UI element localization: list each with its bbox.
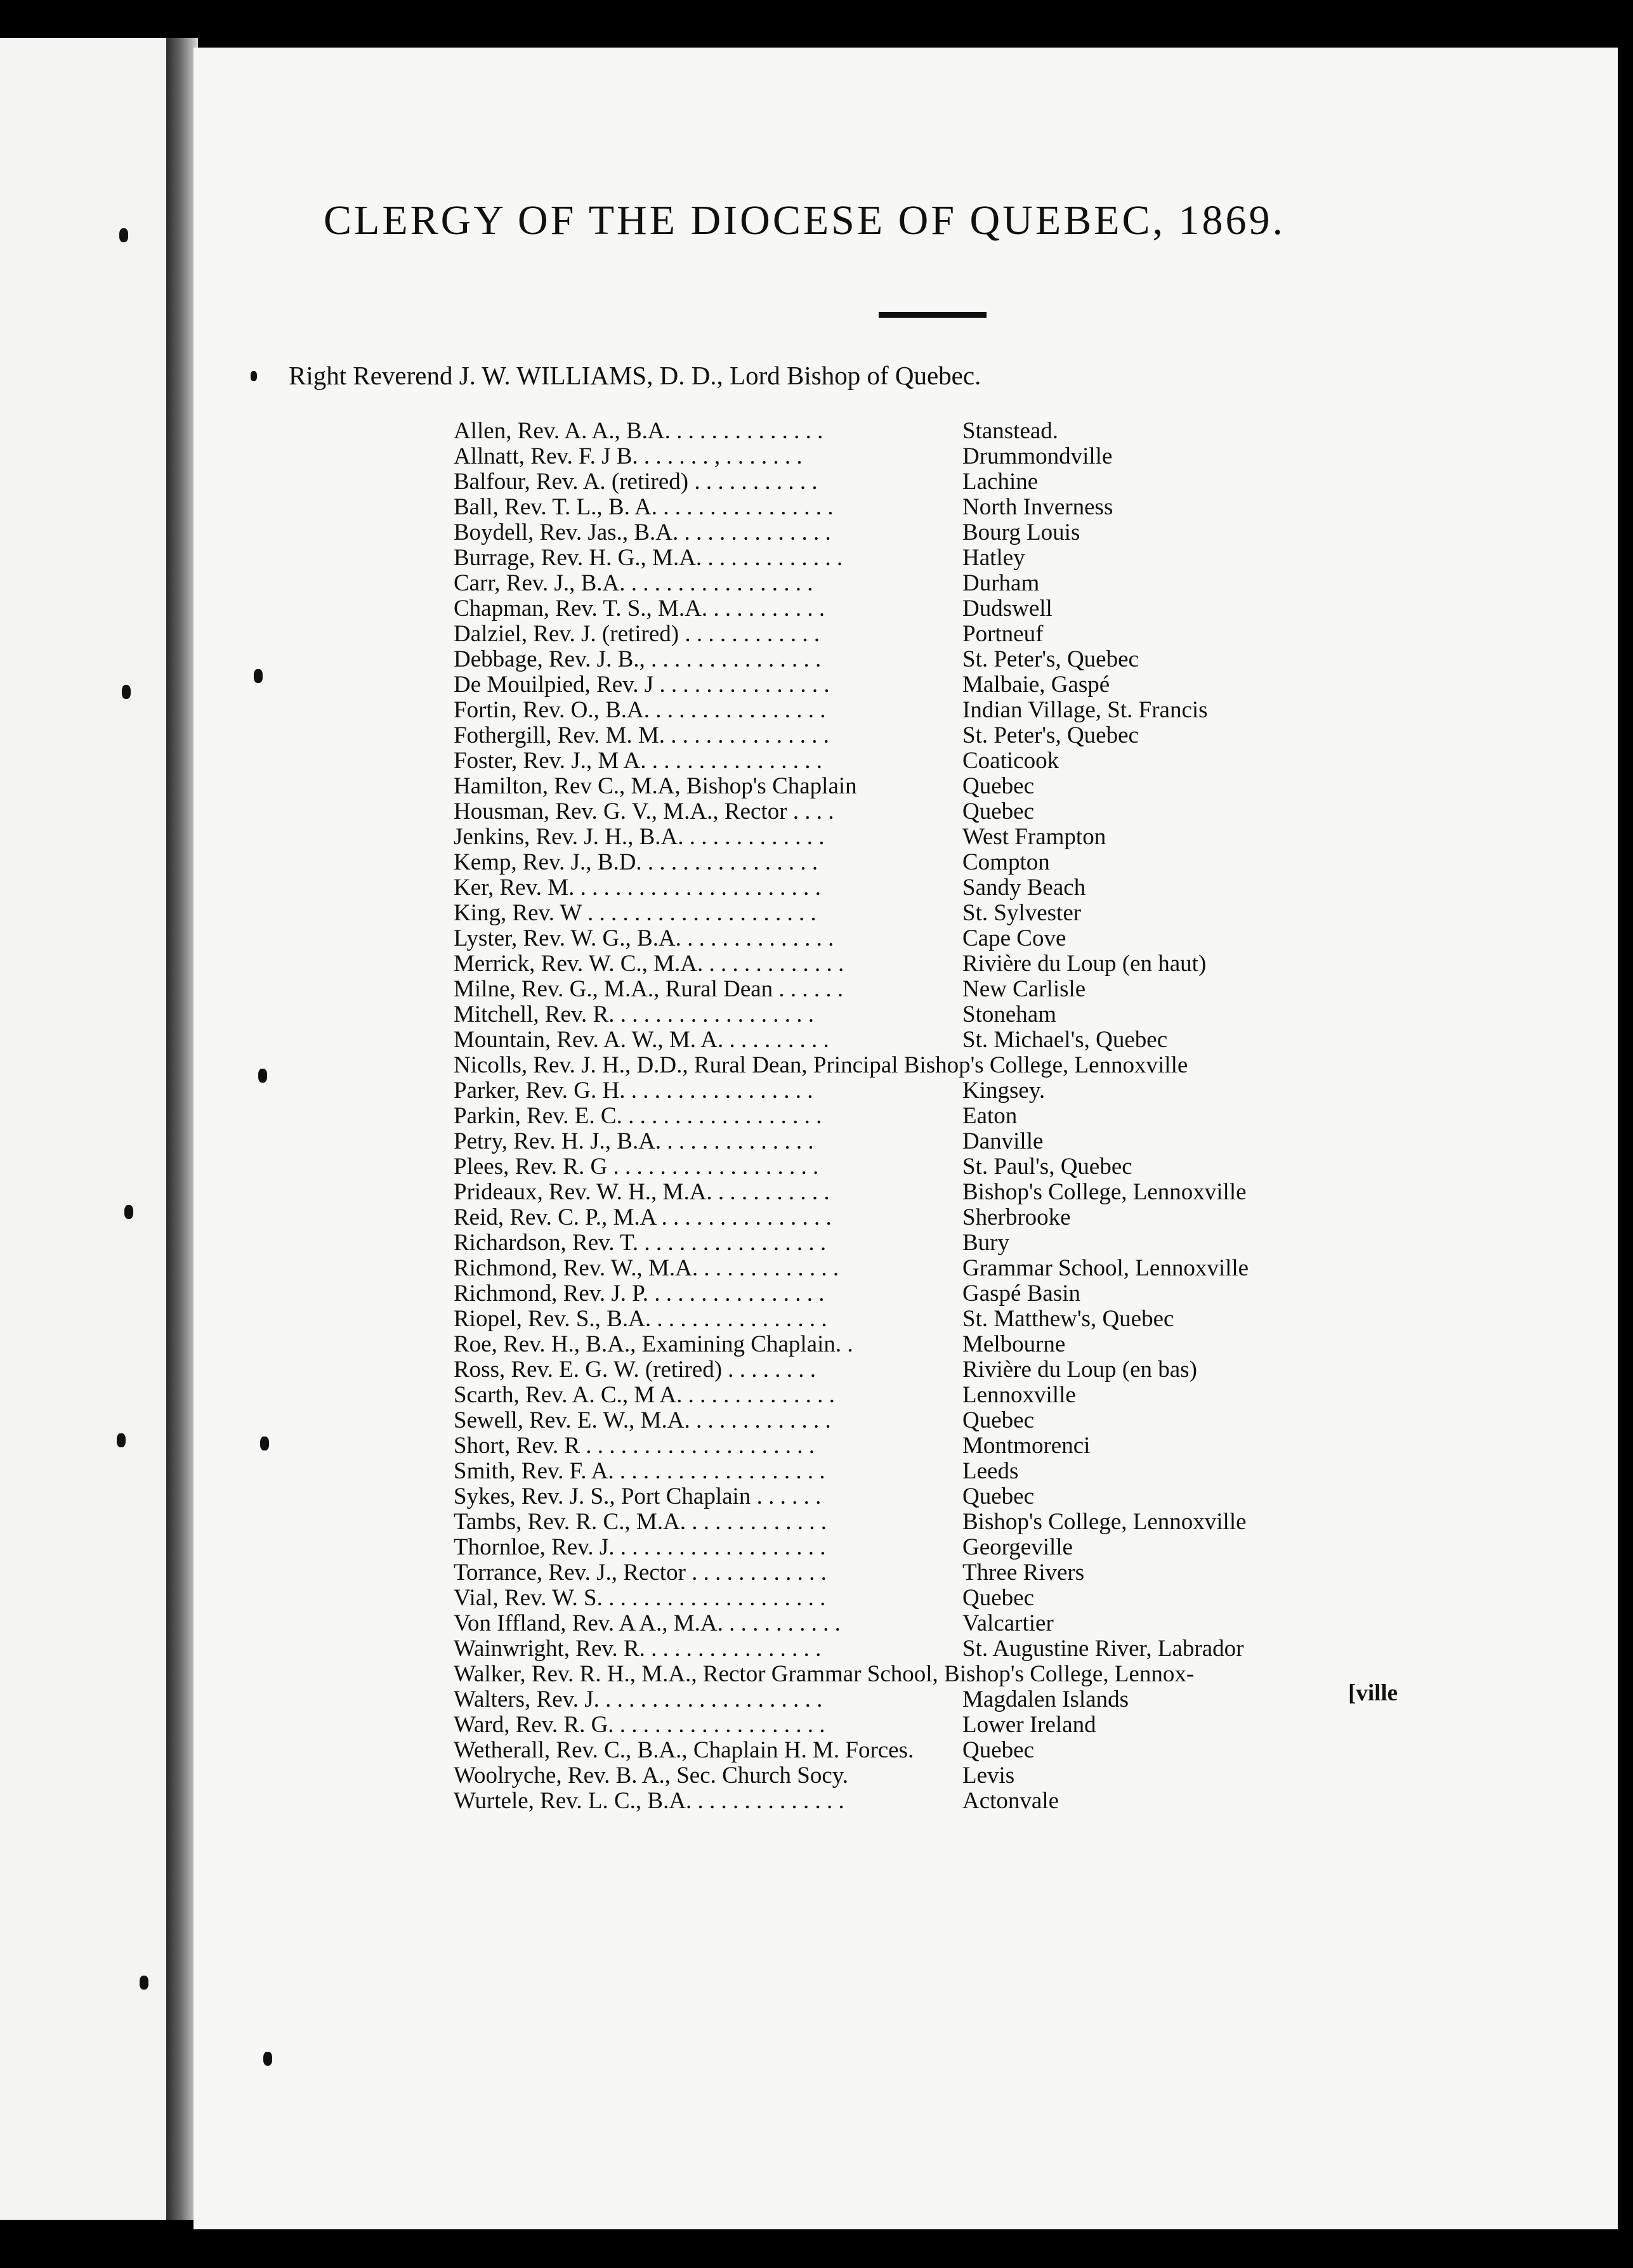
parish-location: Rivière du Loup (en haut): [962, 951, 1207, 977]
clergy-name: Richardson, Rev. T. . . . . . . . . . . . . . . . .: [454, 1230, 827, 1256]
parish-location: Lennoxville: [962, 1382, 1076, 1408]
parish-location: Three Rivers: [962, 1560, 1085, 1586]
parish-location: Malbaie, Gaspé: [962, 672, 1110, 698]
clergy-name: Housman, Rev. G. V., M.A., Rector . . . .: [454, 798, 834, 824]
roster-entry: [454, 1104, 1621, 1129]
roster-entry: [454, 1560, 1621, 1586]
parish-location: Melbourne: [962, 1331, 1066, 1357]
clergy-name: Scarth, Rev. A. C., M A. . . . . . . . . . . . . .: [454, 1382, 835, 1408]
clergy-name: Jenkins, Rev. J. H., B.A. . . . . . . . . . . . .: [454, 824, 825, 850]
roster-entry: [454, 1154, 1621, 1180]
roster-entry: [454, 1611, 1621, 1636]
clergy-name: Ross, Rev. E. G. W. (retired) . . . . . . . .: [454, 1357, 816, 1383]
roster-entry: [454, 1256, 1621, 1281]
parish-location: St. Michael's, Quebec: [962, 1027, 1168, 1053]
roster-entry: [454, 1383, 1621, 1408]
clergy-name: Smith, Rev. F. A. . . . . . . . . . . . . . . . . . .: [454, 1458, 825, 1484]
clergy-name: Sykes, Rev. J. S., Port Chaplain . . . . . .: [454, 1483, 822, 1509]
clergy-name: Short, Rev. R . . . . . . . . . . . . . . . . . . . .: [454, 1433, 815, 1459]
parish-location: Actonvale: [962, 1788, 1059, 1814]
roster-entry: [454, 545, 1621, 571]
clergy-name: Sewell, Rev. E. W., M.A. . . . . . . . . . . . .: [454, 1407, 831, 1433]
clergy-name: Wurtele, Rev. L. C., B.A. . . . . . . . . . . . . .: [454, 1788, 844, 1814]
roster-entry: [454, 419, 1621, 444]
parish-location: St. Sylvester: [962, 900, 1082, 926]
roster-entry: [454, 1180, 1621, 1205]
parish-location: Leeds: [962, 1458, 1019, 1484]
parish-location: Bishop's College, Lennoxville: [962, 1179, 1247, 1205]
roster-entry: [454, 875, 1621, 901]
clergy-name: Carr, Rev. J., B.A. . . . . . . . . . . . . . . . .: [454, 570, 813, 596]
parish-location: West Frampton: [962, 824, 1106, 850]
clergy-name: Kemp, Rev. J., B.D. . . . . . . . . . . . . . . .: [454, 849, 818, 875]
roster-entry: [454, 469, 1621, 495]
roster-entry: [454, 1636, 1621, 1662]
clergy-name: Merrick, Rev. W. C., M.A. . . . . . . . . . . . .: [454, 951, 844, 977]
clergy-roster: [454, 419, 1621, 1814]
parish-location: St. Augustine River, Labrador: [962, 1636, 1244, 1662]
roster-entry: [454, 1662, 1621, 1687]
roster-entry: [454, 520, 1621, 545]
roster-entry: [454, 495, 1621, 520]
clergy-name: Roe, Rev. H., B.A., Examining Chaplain. .: [454, 1331, 853, 1357]
parish-location: Hatley: [962, 545, 1025, 571]
roster-entry: [454, 1687, 1621, 1712]
roster-entry: [454, 698, 1621, 723]
roster-entry: [454, 951, 1621, 977]
roster-entry: [454, 926, 1621, 951]
clergy-name: Richmond, Rev. W., M.A. . . . . . . . . . . . .: [454, 1255, 839, 1281]
title-rule: [879, 312, 987, 318]
parish-location: Sandy Beach: [962, 875, 1086, 901]
parish-location: Rivière du Loup (en bas): [962, 1357, 1197, 1383]
parish-location: Danville: [962, 1128, 1044, 1154]
parish-location: Grammar School, Lennoxville: [962, 1255, 1249, 1281]
roster-entry: [454, 1053, 1621, 1078]
roster-entry: [454, 1712, 1621, 1738]
parish-location: Gaspé Basin: [962, 1281, 1080, 1307]
margin-mark: [122, 685, 131, 699]
parish-location: Levis: [962, 1763, 1015, 1789]
roster-entry: [454, 1789, 1621, 1814]
parish-location: Lachine: [962, 469, 1039, 495]
parish-location: Eaton: [962, 1103, 1018, 1129]
clergy-name: Lyster, Rev. W. G., B.A. . . . . . . . . . . . . .: [454, 925, 834, 951]
roster-entry: [454, 1230, 1621, 1256]
roster-entry: [454, 977, 1621, 1002]
clergy-name: Allen, Rev. A. A., B.A. . . . . . . . . . . . . .: [454, 418, 823, 444]
parish-location: Magdalen Islands: [962, 1686, 1129, 1712]
clergy-name: Woolryche, Rev. B. A., Sec. Church Socy.: [454, 1763, 849, 1789]
roster-entry: [454, 1484, 1621, 1509]
parish-location: Kingsey.: [962, 1078, 1046, 1104]
parish-location: Bishop's College, Lennoxville: [962, 1509, 1247, 1535]
roster-entry: [454, 1002, 1621, 1027]
roster-entry: [454, 1763, 1621, 1789]
parish-location: Quebec: [962, 1407, 1034, 1433]
roster-entry: [454, 1408, 1621, 1433]
parish-location: Compton: [962, 849, 1050, 875]
parish-location: St. Peter's, Quebec: [962, 646, 1139, 672]
roster-entry: [454, 1433, 1621, 1459]
parish-location: St. Peter's, Quebec: [962, 722, 1139, 748]
clergy-name: Chapman, Rev. T. S., M.A. . . . . . . . . . .: [454, 596, 825, 622]
clergy-name: Balfour, Rev. A. (retired) . . . . . . . . . . .: [454, 469, 818, 495]
clergy-name: Torrance, Rev. J., Rector . . . . . . . . . . . .: [454, 1560, 827, 1586]
clergy-name: Ker, Rev. M. . . . . . . . . . . . . . . . . . . . . .: [454, 875, 821, 901]
clergy-name: Wetherall, Rev. C., B.A., Chaplain H. M. Forces.: [454, 1737, 914, 1763]
clergy-name: Dalziel, Rev. J. (retired) . . . . . . . . . . . .: [454, 621, 820, 647]
roster-entry: [454, 596, 1621, 622]
margin-mark: [119, 228, 128, 242]
roster-entry: [454, 774, 1621, 799]
parish-location: Durham: [962, 570, 1040, 596]
continuation-fragment: [ville: [1348, 1680, 1398, 1706]
parish-location: St. Paul's, Quebec: [962, 1154, 1132, 1180]
roster-entry: [454, 1205, 1621, 1230]
parish-location: North Inverness: [962, 494, 1113, 520]
previous-page-edge: [0, 38, 168, 2220]
parish-location: Bourg Louis: [962, 519, 1080, 545]
parish-location: Georgeville: [962, 1534, 1073, 1560]
parish-location: Drummondville: [962, 443, 1113, 469]
clergy-name: Boydell, Rev. Jas., B.A. . . . . . . . . . . . . .: [454, 519, 831, 545]
roster-entry: [454, 444, 1621, 469]
clergy-name: Parkin, Rev. E. C. . . . . . . . . . . . . . . . . .: [454, 1103, 822, 1129]
margin-mark: [258, 1069, 267, 1083]
roster-entry: [454, 1509, 1621, 1535]
clergy-name: King, Rev. W . . . . . . . . . . . . . . . . . . . .: [454, 900, 816, 926]
roster-entry: [454, 1281, 1621, 1307]
margin-mark: [140, 1976, 148, 1990]
parish-location: New Carlisle: [962, 976, 1086, 1002]
bishop-line: Right Reverend J. W. WILLIAMS, D. D., Lord Bishop of Quebec.: [289, 361, 981, 390]
clergy-name: Hamilton, Rev C., M.A, Bishop's Chaplain: [454, 773, 857, 799]
clergy-name: Petry, Rev. H. J., B.A. . . . . . . . . . . . . .: [454, 1128, 814, 1154]
parish-location: Lower Ireland: [962, 1712, 1096, 1738]
roster-entry: [454, 1535, 1621, 1560]
clergy-name: Prideaux, Rev. W. H., M.A. . . . . . . . . . .: [454, 1179, 830, 1205]
parish-location: Montmorenci: [962, 1433, 1091, 1459]
parish-location: Coaticook: [962, 748, 1059, 774]
margin-mark: [117, 1433, 126, 1447]
parish-location: Quebec: [962, 1737, 1034, 1763]
parish-location: Stanstead.: [962, 418, 1059, 444]
clergy-name: Fortin, Rev. O., B.A. . . . . . . . . . . . . . . .: [454, 697, 826, 723]
roster-entry: [454, 1129, 1621, 1154]
clergy-name: Vial, Rev. W. S. . . . . . . . . . . . . . . . . . . .: [454, 1585, 826, 1611]
clergy-name: Wainwright, Rev. R. . . . . . . . . . . . . . . .: [454, 1636, 822, 1662]
parish-location: Quebec: [962, 1585, 1034, 1611]
parish-location: Stoneham: [962, 1001, 1056, 1027]
clergy-name: Milne, Rev. G., M.A., Rural Dean . . . . . .: [454, 976, 844, 1002]
clergy-name: Tambs, Rev. R. C., M.A. . . . . . . . . . . . .: [454, 1509, 827, 1535]
clergy-name: Parker, Rev. G. H. . . . . . . . . . . . . . . . .: [454, 1078, 813, 1104]
roster-entry: [454, 824, 1621, 850]
clergy-name: Mountain, Rev. A. W., M. A. . . . . . . . . .: [454, 1027, 829, 1053]
roster-entry: [454, 571, 1621, 596]
parish-location: Dudswell: [962, 596, 1053, 622]
clergy-name: Reid, Rev. C. P., M.A . . . . . . . . . . . . . . .: [454, 1204, 832, 1230]
parish-location: Sherbrooke: [962, 1204, 1071, 1230]
clergy-name: Walters, Rev. J. . . . . . . . . . . . . . . . . . . .: [454, 1686, 823, 1712]
margin-mark: [260, 1437, 269, 1450]
parish-location: Quebec: [962, 798, 1034, 824]
margin-mark: [263, 2052, 272, 2066]
parish-location: Quebec: [962, 1483, 1034, 1509]
margin-mark: [251, 371, 257, 381]
clergy-name: Burrage, Rev. H. G., M.A. . . . . . . . . . . . .: [454, 545, 843, 571]
roster-entry: [454, 672, 1621, 698]
parish-location: Quebec: [962, 773, 1034, 799]
clergy-name: Thornloe, Rev. J. . . . . . . . . . . . . . . . . . .: [454, 1534, 826, 1560]
roster-entry: [454, 1332, 1621, 1357]
roster-entry: [454, 1459, 1621, 1484]
parish-location: Valcartier: [962, 1610, 1054, 1636]
roster-entry: [454, 799, 1621, 824]
roster-entry: [454, 1357, 1621, 1383]
clergy-name: Richmond, Rev. J. P. . . . . . . . . . . . . . . .: [454, 1281, 825, 1307]
clergy-name: Allnatt, Rev. F. J B. . . . . . . , . . . . . . .: [454, 443, 803, 469]
roster-entry: [454, 748, 1621, 774]
roster-entry: [454, 622, 1621, 647]
page-title: CLERGY OF THE DIOCESE OF QUEBEC, 1869.: [324, 197, 1286, 244]
clergy-name: Riopel, Rev. S., B.A. . . . . . . . . . . . . . . .: [454, 1306, 827, 1332]
roster-entry: [454, 1027, 1621, 1053]
clergy-name: Nicolls, Rev. J. H., D.D., Rural Dean, Principal Bishop's College, Lennoxville: [454, 1052, 1188, 1078]
clergy-name: Foster, Rev. J., M A. . . . . . . . . . . . . . . .: [454, 748, 822, 774]
margin-mark: [254, 669, 263, 683]
parish-location: Cape Cove: [962, 925, 1066, 951]
roster-entry: [454, 1307, 1621, 1332]
clergy-name: Ward, Rev. R. G. . . . . . . . . . . . . . . . . . .: [454, 1712, 825, 1738]
clergy-name: Mitchell, Rev. R. . . . . . . . . . . . . . . . . .: [454, 1001, 814, 1027]
roster-entry: [454, 647, 1621, 672]
roster-entry: [454, 850, 1621, 875]
clergy-name: De Mouilpied, Rev. J . . . . . . . . . . . . . . .: [454, 672, 830, 698]
margin-mark: [124, 1205, 133, 1219]
roster-entry: [454, 1078, 1621, 1104]
clergy-name: Debbage, Rev. J. B., . . . . . . . . . . . . . . .: [454, 646, 822, 672]
clergy-name: Plees, Rev. R. G . . . . . . . . . . . . . . . . . .: [454, 1154, 819, 1180]
roster-entry: [454, 901, 1621, 926]
roster-entry: [454, 1738, 1621, 1763]
clergy-name: Fothergill, Rev. M. M. . . . . . . . . . . . . . .: [454, 722, 830, 748]
roster-entry: [454, 1586, 1621, 1611]
roster-entry: [454, 723, 1621, 748]
parish-location: Bury: [962, 1230, 1009, 1256]
parish-location: St. Matthew's, Quebec: [962, 1306, 1174, 1332]
clergy-name: Walker, Rev. R. H., M.A., Rector Grammar School, Bishop's College, Lennox-: [454, 1661, 1195, 1687]
clergy-name: Von Iffland, Rev. A A., M.A. . . . . . . . . . .: [454, 1610, 841, 1636]
parish-location: Portneuf: [962, 621, 1044, 647]
parish-location: Indian Village, St. Francis: [962, 697, 1208, 723]
clergy-name: Ball, Rev. T. L., B. A. . . . . . . . . . . . . . . .: [454, 494, 834, 520]
